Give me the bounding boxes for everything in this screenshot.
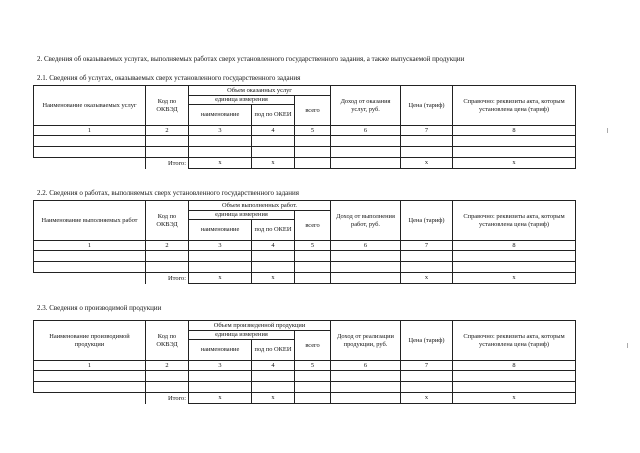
header-name: Наименование выполняемых работ bbox=[34, 201, 146, 241]
col-number: 5 bbox=[295, 241, 331, 251]
col-number: 3 bbox=[189, 126, 252, 136]
x-mark: x bbox=[252, 273, 295, 284]
total-label: Итого: bbox=[146, 273, 189, 284]
table-title-services: 2.1. Сведения об услугах, оказываемых сверх установленного государственного задания bbox=[37, 74, 301, 82]
header-name: Наименование производимой продукции bbox=[34, 321, 146, 361]
col-number: 3 bbox=[189, 361, 252, 371]
header-volume: Объем произведенной продукции bbox=[189, 321, 331, 331]
col-number: 7 bbox=[401, 126, 453, 136]
header-volume: Объем выполненных работ. bbox=[189, 201, 331, 211]
x-mark: x bbox=[401, 273, 453, 284]
header-income: Доход от оказания услуг, руб. bbox=[331, 86, 401, 126]
total-row bbox=[34, 273, 576, 284]
header-unit: единица измерения bbox=[189, 211, 295, 220]
header-unit: единица измерения bbox=[189, 96, 295, 105]
header-volume: Объем оказанных услуг bbox=[189, 86, 331, 96]
total-label: Итого: bbox=[146, 393, 189, 404]
header-income: Доход от выполнения работ, руб. bbox=[331, 201, 401, 241]
col-number: 4 bbox=[252, 126, 295, 136]
col-number: 7 bbox=[401, 361, 453, 371]
header-okei: под по ОКЕИ bbox=[252, 105, 295, 126]
col-number: 8 bbox=[453, 241, 576, 251]
header-unit-name: наименование bbox=[189, 340, 252, 361]
col-number: 8 bbox=[453, 361, 576, 371]
col-number: 1 bbox=[34, 126, 146, 136]
x-mark: x bbox=[252, 393, 295, 404]
table-title-works: 2.2. Сведения о работах, выполняемых сверх установленного государственного задания bbox=[37, 189, 299, 197]
total-label: Итого: bbox=[146, 158, 189, 169]
col-number: 5 bbox=[295, 126, 331, 136]
table-row bbox=[34, 382, 576, 393]
total-row bbox=[34, 393, 576, 404]
services-table bbox=[33, 85, 576, 169]
header-income: Доход от реализации продукции, руб. bbox=[331, 321, 401, 361]
header-price: Цена (тариф) bbox=[401, 201, 453, 241]
header-price: Цена (тариф) bbox=[401, 321, 453, 361]
header-okved: Код по ОКВЭД bbox=[146, 321, 189, 361]
col-number: 2 bbox=[146, 241, 189, 251]
x-mark: x bbox=[252, 158, 295, 169]
col-number: 5 bbox=[295, 361, 331, 371]
col-number: 3 bbox=[189, 241, 252, 251]
col-number: 4 bbox=[252, 241, 295, 251]
total-row bbox=[34, 158, 576, 169]
header-total: всего bbox=[295, 331, 331, 361]
header-reference: Справочно: реквизиты акта, которым установлена цена (тариф) bbox=[453, 201, 576, 241]
header-name: Наименование оказываемых услуг bbox=[34, 86, 146, 126]
header-total: всего bbox=[295, 96, 331, 126]
col-number: 6 bbox=[331, 361, 401, 371]
header-unit-name: наименование bbox=[189, 105, 252, 126]
works-table bbox=[33, 200, 576, 284]
header-price: Цена (тариф) bbox=[401, 86, 453, 126]
x-mark: x bbox=[401, 158, 453, 169]
col-number: 2 bbox=[146, 126, 189, 136]
col-number: 6 bbox=[331, 241, 401, 251]
x-mark: x bbox=[401, 393, 453, 404]
x-mark: x bbox=[453, 273, 576, 284]
col-number: 8 bbox=[453, 126, 576, 136]
col-number: 7 bbox=[401, 241, 453, 251]
header-okved: Код по ОКВЭД bbox=[146, 86, 189, 126]
header-okved: Код по ОКВЭД bbox=[146, 201, 189, 241]
table-row bbox=[34, 136, 576, 147]
col-number: 4 bbox=[252, 361, 295, 371]
products-table bbox=[33, 320, 576, 404]
col-number: 1 bbox=[34, 361, 146, 371]
table-row bbox=[34, 251, 576, 262]
header-reference: Справочно: реквизиты акта, которым установлена цена (тариф) bbox=[453, 86, 576, 126]
table-row bbox=[34, 262, 576, 273]
x-mark: x bbox=[189, 273, 252, 284]
x-mark: x bbox=[453, 393, 576, 404]
table-row bbox=[34, 371, 576, 382]
header-reference: Справочно: реквизиты акта, которым установлена цена (тариф) bbox=[453, 321, 576, 361]
header-okei: под по ОКЕИ bbox=[252, 220, 295, 241]
table-title-products: 2.3. Сведения о производимой продукции bbox=[37, 304, 162, 312]
scan-mark bbox=[627, 343, 628, 348]
x-mark: x bbox=[189, 393, 252, 404]
col-number: 6 bbox=[331, 126, 401, 136]
header-unit-name: наименование bbox=[189, 220, 252, 241]
table-row bbox=[34, 147, 576, 158]
header-unit: единица измерения bbox=[189, 331, 295, 340]
section-title: 2. Сведения об оказываемых услугах, выполняемых работах сверх установленного государственного задания, а также выпускаемой продукции bbox=[37, 55, 465, 63]
x-mark: x bbox=[453, 158, 576, 169]
header-total: всего bbox=[295, 211, 331, 241]
col-number: 1 bbox=[34, 241, 146, 251]
col-number: 2 bbox=[146, 361, 189, 371]
header-okei: под по ОКЕИ bbox=[252, 340, 295, 361]
scan-mark bbox=[607, 128, 608, 133]
x-mark: x bbox=[189, 158, 252, 169]
